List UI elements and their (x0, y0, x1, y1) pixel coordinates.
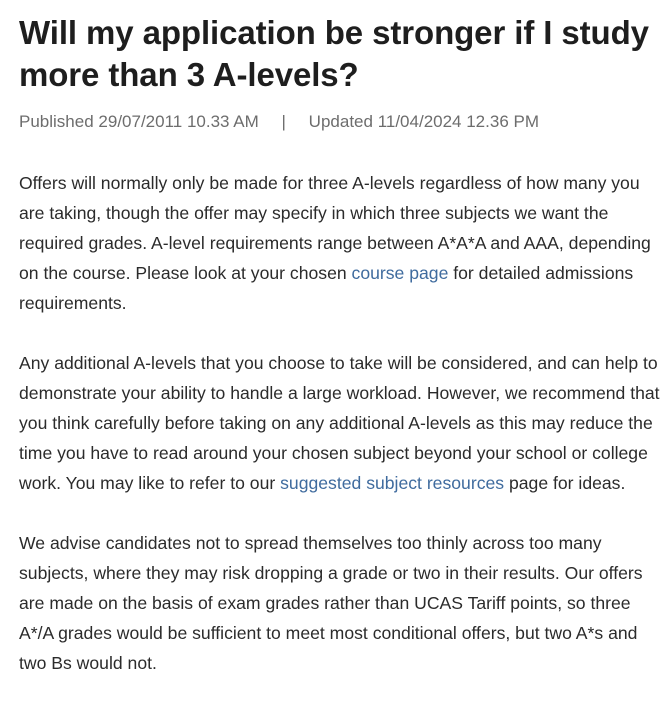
paragraph-additional-alevels (19, 348, 661, 498)
updated-label: Updated (308, 112, 373, 131)
meta-separator: | (281, 112, 286, 131)
article-body (19, 168, 661, 678)
published-label: Published (19, 112, 94, 131)
course-page-link[interactable]: course page (351, 263, 449, 283)
suggested-subject-resources-link[interactable]: suggested subject resources (280, 473, 505, 493)
article-meta (19, 110, 661, 134)
updated-date: 11/04/2024 12.36 PM (377, 112, 539, 131)
paragraph-text: Any additional A-levels that you choose to take will be considered, and can help to demonstrate your ability to handle a large workload. However, we recommend that you think carefully before taking on any additional A-levels as this may reduce the time you have to read around your chosen subject beyond your school or college work. You may like to refer to our (19, 353, 660, 493)
page-title: Will my application be stronger if I study more than 3 A-levels? (19, 14, 649, 93)
paragraph-advice: We advise candidates not to spread themselves too thinly across too many subjects, where they may risk dropping a grade or two in their results. Our offers are made on the basis of exam grades rather than UCAS Tariff points, so three A*/A grades would be sufficient to meet most conditional offers, but two A*s and two Bs would not. (19, 533, 643, 673)
published-date: 29/07/2011 10.33 AM (98, 112, 259, 131)
paragraph-text: page for ideas. (504, 473, 626, 493)
paragraph-text: Offers will normally only be made for three A-levels regardless of how many you are taking, though the offer may specify in which three subjects we want the required grades. A-level requirements range between A*A*A and AAA, depending on the course. Please look at your chosen (19, 173, 651, 283)
paragraph-offers (19, 168, 661, 318)
paragraph-text: for detailed admissions requirements. (19, 263, 634, 313)
